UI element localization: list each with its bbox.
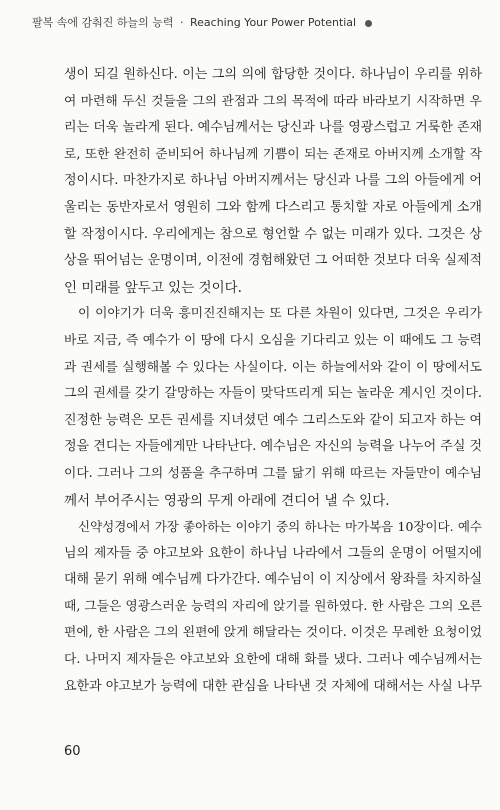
text-line: 인 미래를 앞두고 있는 것이다. [64,279,242,296]
text-line: 생이 되길 원하신다. 이는 그의 의에 합당한 것이다. 하나님이 우리를 위하 [64,67,482,82]
text-line: 리는 더욱 놀라게 된다. 예수님께서는 당신과 나를 영광스럽고 거룩한 존재 [64,120,482,136]
text-line: 다. 나머지 제자들은 야고보와 요한에 대해 화를 냈다. 그러나 예수님께서는 [64,652,482,668]
text-line: 여 마련해 두신 것들을 그의 관점과 그의 목적에 따라 바라보기 시작하면 우 [64,93,482,109]
text-line: 이 이야기가 더욱 흥미진진해지는 또 다른 차원이 있다면, 그것은 우리가 [78,306,482,322]
text-line: 할 작정이시다. 우리에게는 참으로 형언할 수 없는 미래가 있다. 그것은 상 [64,226,482,242]
book-title-english: Reaching Your Power Potential [190,16,357,29]
text-line: 과 권세를 실행해볼 수 있다는 사실이다. 이는 하늘에서와 같이 이 땅에서도 [64,359,482,375]
body-text [64,62,482,700]
text-line: 요한과 야고보가 능력에 대한 관심을 나타낸 것 자체에 대해서는 사실 나무 [64,678,482,694]
text-line: 편에, 한 사람은 그의 왼편에 앉게 해달라는 것이다. 이것은 무례한 요청이었 [64,625,482,641]
text-line: 상을 뛰어넘는 운명이며, 이전에 경험해왔던 그 어떠한 것보다 더욱 실제적 [64,253,482,269]
text-line: 정을 견디는 자들에게만 나타난다. 예수님은 자신의 능력을 나누어 주실 것 [64,439,482,455]
text-line: 진정한 능력은 모든 권세를 지녀셨던 예수 그리스도와 같이 되고자 하는 여 [64,412,482,428]
text-line: 님의 제자들 중 야고보와 요한이 하나님 나라에서 그들의 운명이 어떨지에 [64,545,482,561]
title-separator: · [180,16,184,29]
text-line: 때, 그들은 영광스러운 능력의 자리에 앉기를 원하였다. 한 사람은 그의 오른 [64,598,482,614]
book-title-korean: 팔복 속에 감춰진 하늘의 능력 [32,16,174,29]
page-number: 60 [64,744,81,759]
text-line: 울리는 동반자로서 영원히 그와 함께 다스리고 통치할 자로 아들에게 소개 [64,199,482,215]
paragraph [64,514,482,700]
text-line: 그의 권세를 갖기 갈망하는 자들이 맞닥뜨리게 되는 놀라운 계시인 것이다. [64,386,482,402]
paragraph [64,301,482,514]
text-line: 바로 지금, 즉 예수가 이 땅에 다시 오심을 기다리고 있는 이 때에도 그 능력 [64,332,482,348]
text-line: 정이시다. 마찬가지로 하나님 아버지께서는 당신과 나를 그의 아들에게 어 [64,173,482,189]
text-line: 로, 또한 완전히 준비되어 하나님께 기쁨이 되는 존재로 아버지께 소개할 작 [64,146,482,162]
header-bullet-icon [365,20,372,27]
text-line: 이다. 그러나 그의 성품을 추구하며 그를 닮기 위해 따르는 자들만이 예수님 [64,465,482,481]
text-line: 신약성경에서 가장 좋아하는 이야기 중의 하나는 마가복음 10장이다. 예수 [78,519,482,535]
running-header [32,14,484,32]
paragraph [64,62,482,301]
text-line: 대해 묻기 위해 예수님께 다가간다. 예수님이 이 지상에서 왕좌를 차지하실 [64,572,482,588]
text-line: 께서 부어주시는 영광의 무게 아래에 견디어 낼 수 있다. [64,492,390,509]
